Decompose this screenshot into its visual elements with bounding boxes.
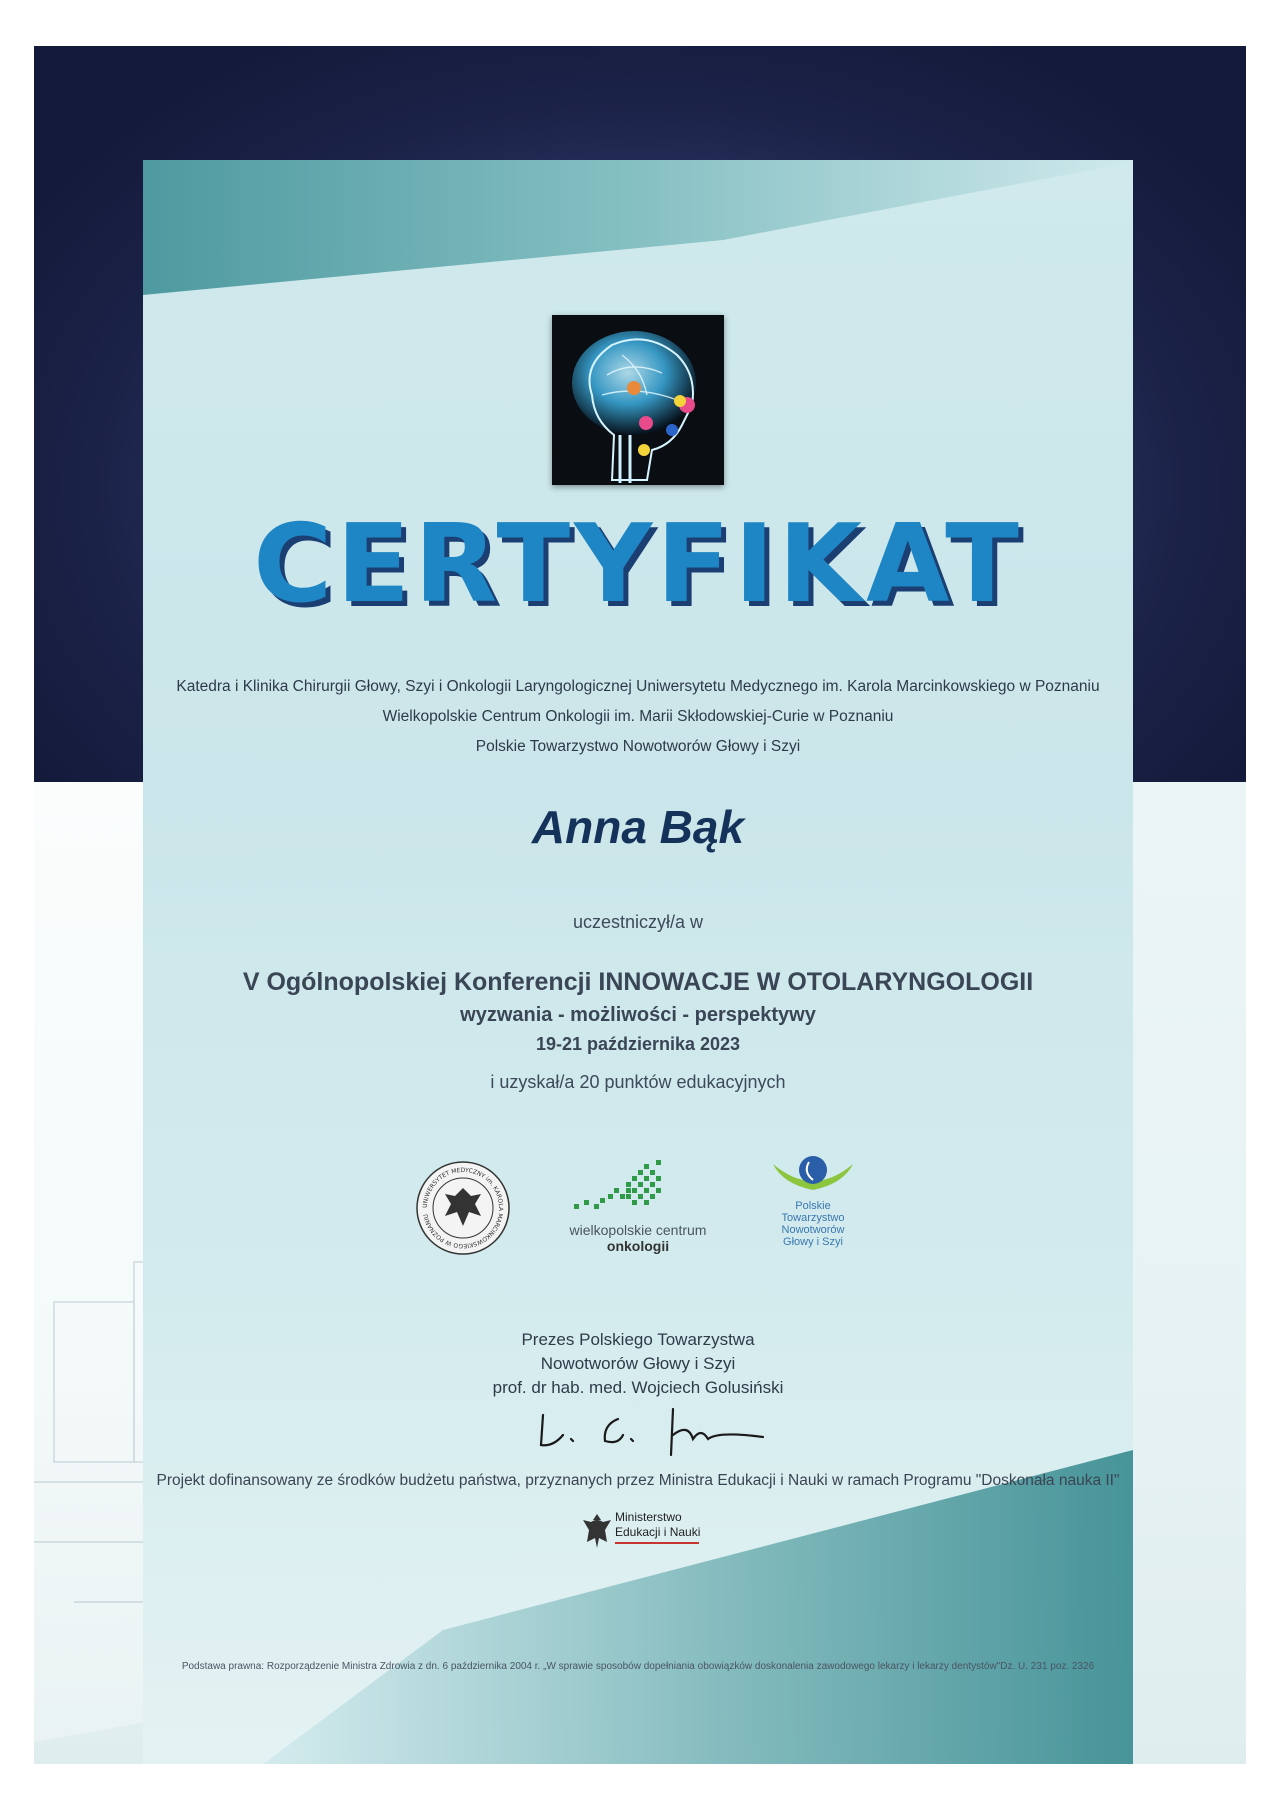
funding-note: Projekt dofinansowany ze środków budżetu państwa, przyznanych przez Ministra Edukacji i Nauki w ramach Programu "Doskonała nauka II" <box>156 1472 1120 1489</box>
wco-logo-text <box>538 1222 738 1254</box>
ministry-underline <box>615 1542 699 1544</box>
recipient-name: Anna Bąk <box>531 801 745 853</box>
ministry-name: Ministerstwo Edukacji i Nauki <box>615 1510 701 1539</box>
certificate-frame <box>34 46 1246 1764</box>
signatory-name: prof. dr hab. med. Wojciech Golusiński <box>492 1378 784 1397</box>
organizer-line: Polskie Towarzystwo Nowotworów Głowy i Szyi <box>475 738 801 755</box>
certificate-card <box>143 160 1133 1764</box>
organizers-list <box>143 672 1133 762</box>
conference-subtitle: wyzwania - możliwości - perspektywy <box>460 1004 816 1026</box>
conference-dates: 19-21 października 2023 <box>535 1034 741 1054</box>
handwritten-signature <box>523 1395 773 1465</box>
participation-text: uczestniczył/a w <box>572 912 704 932</box>
organizer-line: Katedra i Klinika Chirurgii Głowy, Szyi i Onkologii Laryngologicznej Uniwersytetu Medycznego im. Karola Marcinkowskiego w Poznaniu <box>176 678 1100 695</box>
head-xray-logo <box>552 315 724 485</box>
education-points: i uzyskał/a 20 punktów edukacyjnych <box>490 1072 786 1092</box>
legal-basis: Podstawa prawna: Rozporządzenie Ministra Zdrowia z dn. 6 października 2004 r. „W sprawie sposobów dopełniania obowiązków doskonalenia zawodowego lekarzy i lekarzy dentystów"Dz. U. 231 poz. 2326 <box>181 1661 1095 1672</box>
svg-text:UNIWERSYTET MEDYCZNY im. KAROL: UNIWERSYTET MEDYCZNY im. KAROLA MARCINKOWSKIEGO W POZNANIU <box>421 1166 505 1250</box>
ptn-logo-text: Polskie Towarzystwo Nowotworów Głowy i Szyi <box>781 1200 845 1248</box>
university-seal-logo <box>415 1160 511 1256</box>
skull-icon <box>552 315 724 485</box>
signatory-society: Nowotworów Głowy i Szyi <box>540 1354 736 1373</box>
wco-prefix: wielkopolskie centrum <box>569 1222 707 1238</box>
organizer-line: Wielkopolskie Centrum Onkologii im. Marii Skłodowskiej-Curie w Poznaniu <box>382 708 894 725</box>
signatory-block <box>143 1328 1133 1400</box>
conference-name: V Ogólnopolskiej Konferencji INNOWACJE W OTOLARYNGOLOGII <box>242 968 1034 996</box>
certificate-title: CERTYFIKAT <box>253 502 1023 627</box>
wco-bold: onkologii <box>606 1238 670 1254</box>
signatory-title: Prezes Polskiego Towarzystwa <box>521 1330 755 1349</box>
